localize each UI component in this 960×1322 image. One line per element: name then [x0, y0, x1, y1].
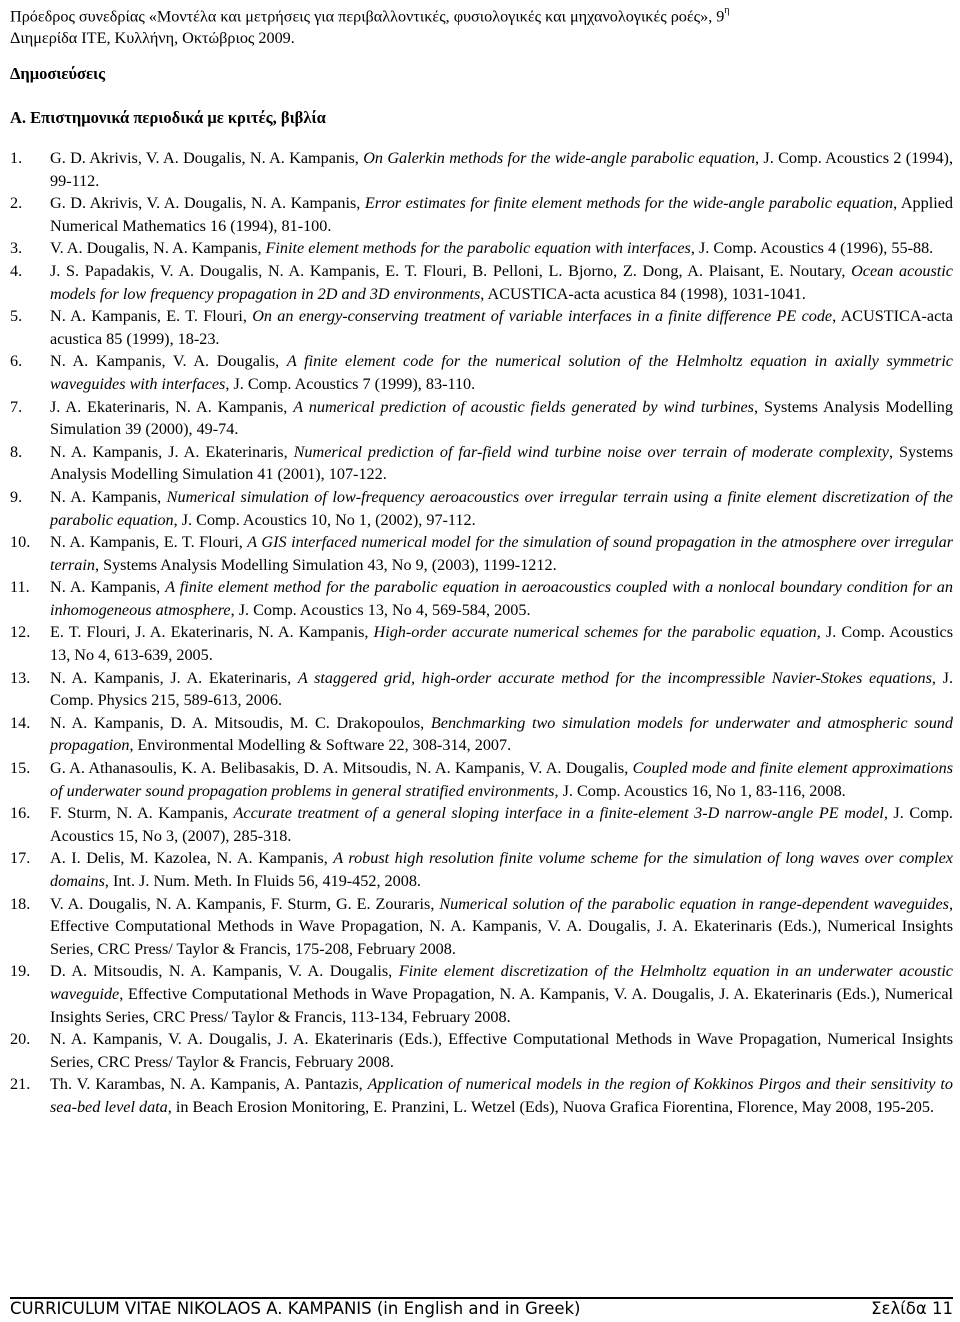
- publication-authors: N. A. Kampanis, E. T. Flouri,: [50, 533, 248, 552]
- publication-item: [10, 667, 953, 712]
- publication-authors: N. A. Kampanis,: [50, 487, 167, 506]
- publication-item: [10, 192, 953, 237]
- publication-title: Finite element methods for the parabolic equation with interfaces: [265, 239, 691, 258]
- publication-number: 20.: [10, 1030, 31, 1049]
- footer-cv-title: CURRICULUM VITAE NIKOLAOS A. KAMPANIS (in English and in Greek): [10, 1299, 581, 1318]
- publication-number: 5.: [10, 307, 23, 326]
- publication-authors: N. A. Kampanis, J. A. Ekaterinaris,: [50, 442, 294, 461]
- section-journals-heading: Α. Επιστημονικά περιοδικά με κριτές, βιβλία: [10, 108, 326, 127]
- conference-superscript: η: [724, 5, 730, 16]
- publication-list: [10, 147, 953, 1119]
- publication-venue: , J. Comp. Physics 215, 589-613, 2006.: [50, 668, 953, 710]
- publication-item: [10, 260, 953, 305]
- publication-number: 21.: [10, 1075, 31, 1094]
- publication-title: Numerical prediction of far-field wind turbine noise over terrain of moderate complexity: [293, 442, 889, 461]
- publication-number: 15.: [10, 759, 31, 778]
- publication-venue: , J. Comp. Acoustics 16, No 1, 83-116, 2008.: [554, 781, 846, 800]
- publication-authors: G. D. Akrivis, V. A. Dougalis, N. A. Kampanis,: [50, 149, 364, 167]
- conference-line-2: Διημερίδα ΙΤΕ, Κυλλήνη, Οκτώβριος 2009.: [10, 29, 295, 48]
- section-publications-heading: Δημοσιεύσεις: [10, 64, 106, 83]
- publication-title: A finite element method for the parabolic equation in aeroacoustics coupled with a nonlocal boundary condition for an inhomogeneous atmosphere: [50, 578, 953, 619]
- publication-venue: , Systems Analysis Modelling Simulation 43, No 9, (2003), 1199-1212.: [94, 555, 557, 574]
- publication-authors: J. S. Papadakis, V. A. Dougalis, N. A. Kampanis, E. T. Flouri, B. Pelloni, L. Bjorno, Z. Dong, A. Plaisant, E. Noutary,: [50, 261, 852, 280]
- publication-authors: N. A. Kampanis, J. A. Ekaterinaris,: [50, 668, 298, 687]
- publication-venue: , in Beach Erosion Monitoring, E. Pranzini, L. Wetzel (Eds), Nuova Grafica Fiorentina, Florence, May 2008, 195-205.: [167, 1097, 934, 1116]
- conference-line-1: Πρόεδρος συνεδρίας «Μοντέλα και μετρήσεις για περιβαλλοντικές, φυσιολογικές και μηχανολογικές ροές», 9: [10, 7, 725, 26]
- publication-number: 19.: [10, 962, 31, 981]
- publication-number: 11.: [10, 578, 30, 597]
- publication-number: 4.: [10, 261, 23, 280]
- publication-title: A staggered grid, high-order accurate method for the incompressible Navier-Stokes equations: [297, 668, 932, 687]
- publication-authors: D. A. Mitsoudis, N. A. Kampanis, V. A. Dougalis,: [50, 962, 399, 981]
- publication-item: [10, 1028, 953, 1073]
- publication-number: 6.: [10, 352, 23, 371]
- publication-number: 8.: [10, 442, 23, 461]
- publication-venue: , J. Comp. Acoustics 15, No 3, (2007), 285-318.: [50, 804, 953, 845]
- publication-number: 7.: [10, 397, 23, 416]
- publication-item: [10, 621, 953, 666]
- publication-authors: V. A. Dougalis, N. A. Kampanis,: [50, 239, 266, 258]
- publication-venue: , Effective Computational Methods in Wave Propagation, N. A. Kampanis, V. A. Dougalis, J. A. Ekaterinaris (Eds.), Numerical Insights Series, CRC Press/ Taylor & Francis, 113-134, February 2008.: [50, 984, 953, 1026]
- footer-page-number: Σελίδα 11: [871, 1299, 953, 1318]
- publication-title: High-order accurate numerical schemes for the parabolic equation: [373, 623, 817, 642]
- publication-venue: , Systems Analysis Modelling Simulation 41 (2001), 107-122.: [50, 442, 953, 484]
- publication-number: 2.: [10, 194, 23, 213]
- publication-venue: , J. Comp. Acoustics 7 (1999), 83-110.: [225, 374, 476, 393]
- publication-item: [10, 847, 953, 892]
- publication-authors: V. A. Dougalis, N. A. Kampanis, F. Sturm, G. E. Zouraris,: [50, 894, 440, 913]
- publication-number: 3.: [10, 239, 23, 258]
- publication-venue: , Int. J. Num. Meth. In Fluids 56, 419-452, 2008.: [104, 872, 421, 890]
- publication-title: Ocean acoustic models for low frequency propagation in 2D and 3D environments: [50, 261, 953, 303]
- publication-authors: F. Sturm, N. A. Kampanis,: [50, 804, 234, 823]
- publication-venue: , ACUSTICA-acta acustica 85 (1999), 18-23.: [50, 307, 953, 348]
- publication-title: On an energy-conserving treatment of variable interfaces in a finite difference PE code: [252, 307, 833, 326]
- publication-venue: , J. Comp. Acoustics 10, No 1, (2002), 97-112.: [173, 510, 476, 529]
- publication-item: [10, 237, 953, 260]
- publication-item: [10, 893, 953, 961]
- publication-number: 10.: [10, 533, 31, 552]
- publication-title: Benchmarking two simulation models for underwater and atmospheric sound propagation: [50, 713, 953, 755]
- publication-venue: , J. Comp. Acoustics 2 (1994), 99-112.: [50, 149, 953, 190]
- publication-venue: , J. Comp. Acoustics 13, No 4, 613-639, 2005.: [50, 623, 954, 665]
- publication-number: 13.: [10, 668, 31, 687]
- publication-number: 16.: [10, 804, 31, 823]
- publication-item: [10, 441, 953, 486]
- publication-number: 17.: [10, 849, 31, 868]
- publication-number: 1.: [10, 149, 23, 167]
- publication-title: Coupled mode and finite element approximations of underwater sound propagation problems in general stratified environments: [50, 759, 953, 800]
- publication-authors: G. D. Akrivis, V. A. Dougalis, N. A. Kampanis,: [50, 194, 365, 213]
- publication-authors: E. T. Flouri, J. A. Ekaterinaris, N. A. Kampanis,: [50, 623, 374, 642]
- publication-item: [10, 576, 953, 621]
- publication-title: Numerical solution of the parabolic equation in range-dependent waveguides: [439, 894, 949, 913]
- publication-title: A robust high resolution finite volume scheme for the simulation of long waves over complex domains: [50, 849, 953, 890]
- publication-venue: , Systems Analysis Modelling Simulation 39 (2000), 49-74.: [50, 397, 953, 439]
- publication-item: [10, 531, 953, 576]
- publication-title: A numerical prediction of acoustic fields generated by wind turbines: [293, 397, 754, 416]
- publication-title: Accurate treatment of a general sloping interface in a finite-element 3-D narrow-angle PE model: [233, 804, 884, 823]
- publication-number: 12.: [10, 623, 31, 642]
- publication-authors: Th. V. Karambas, N. A. Kampanis, A. Pantazis,: [50, 1075, 368, 1094]
- publication-authors: G. A. Athanasoulis, K. A. Belibasakis, D. A. Mitsoudis, N. A. Kampanis, V. A. Dougalis,: [50, 759, 633, 778]
- publication-authors: N. A. Kampanis, E. T. Flouri,: [50, 307, 253, 326]
- publication-venue: , J. Comp. Acoustics 4 (1996), 55-88.: [690, 239, 934, 258]
- publication-venue: , Environmental Modelling & Software 22, 308-314, 2007.: [129, 736, 512, 755]
- publication-authors: N. A. Kampanis, D. A. Mitsoudis, M. C. Drakopoulos,: [50, 713, 431, 732]
- publication-item: [10, 712, 953, 757]
- publication-venue: , J. Comp. Acoustics 13, No 4, 569-584, 2005.: [230, 600, 531, 619]
- publication-title: Error estimates for finite element methods for the wide-angle parabolic equation: [364, 194, 894, 213]
- publication-item: [10, 1073, 953, 1118]
- publication-title: A finite element code for the numerical solution of the Helmholtz equation in axially symmetric waveguides with interfaces: [50, 352, 953, 393]
- conference-entry: [10, 2, 955, 49]
- publication-title: Numerical simulation of low-frequency aeroacoustics over irregular terrain using a finite element discretization of the parabolic equation: [50, 487, 953, 529]
- publication-authors: N. A. Kampanis,: [50, 578, 166, 597]
- publication-authors: J. A. Ekaterinaris, N. A. Kampanis,: [50, 397, 294, 416]
- publication-item: [10, 486, 953, 531]
- publication-item: [10, 305, 953, 350]
- publication-authors: N. A. Kampanis, V. A. Dougalis,: [50, 352, 287, 371]
- publication-item: [10, 147, 953, 192]
- publication-venue: , Applied Numerical Mathematics 16 (1994), 81-100.: [50, 194, 953, 235]
- publication-authors: N. A. Kampanis, V. A. Dougalis, J. A. Ekaterinaris (Eds.), Effective Computational Methods in Wave Propagation, Numerical Insights Series, CRC Press/ Taylor & Francis, February 2008.: [50, 1030, 953, 1071]
- publication-title: A GIS interfaced numerical model for the simulation of sound propagation in the atmosphere over irregular terrain: [50, 533, 954, 574]
- publication-venue: , ACUSTICA-acta acustica 84 (1998), 1031-1041.: [480, 284, 806, 303]
- publication-authors: A. I. Delis, M. Kazolea, N. A. Kampanis,: [50, 849, 334, 868]
- publication-title: Application of numerical models in the region of Kokkinos Pirgos and their sensitivity to sea-bed level data: [50, 1075, 953, 1116]
- publication-number: 18.: [10, 894, 31, 913]
- publication-venue: , Effective Computational Methods in Wave Propagation, N. A. Kampanis, V. A. Dougalis, J. A. Ekaterinaris (Eds.), Numerical Insights Series, CRC Press/ Taylor & Francis, 175-208, February 2008.: [50, 894, 954, 958]
- publication-item: [10, 802, 953, 847]
- publication-item: [10, 757, 953, 802]
- publication-number: 14.: [10, 713, 31, 732]
- publication-item: [10, 350, 953, 395]
- publication-number: 9.: [10, 487, 23, 506]
- publication-title: Finite element discretization of the Helmholtz equation in an underwater acoustic waveguide: [50, 962, 953, 1003]
- publication-item: [10, 960, 953, 1028]
- publication-title: On Galerkin methods for the wide-angle parabolic equation: [363, 149, 756, 167]
- publication-item: [10, 396, 953, 441]
